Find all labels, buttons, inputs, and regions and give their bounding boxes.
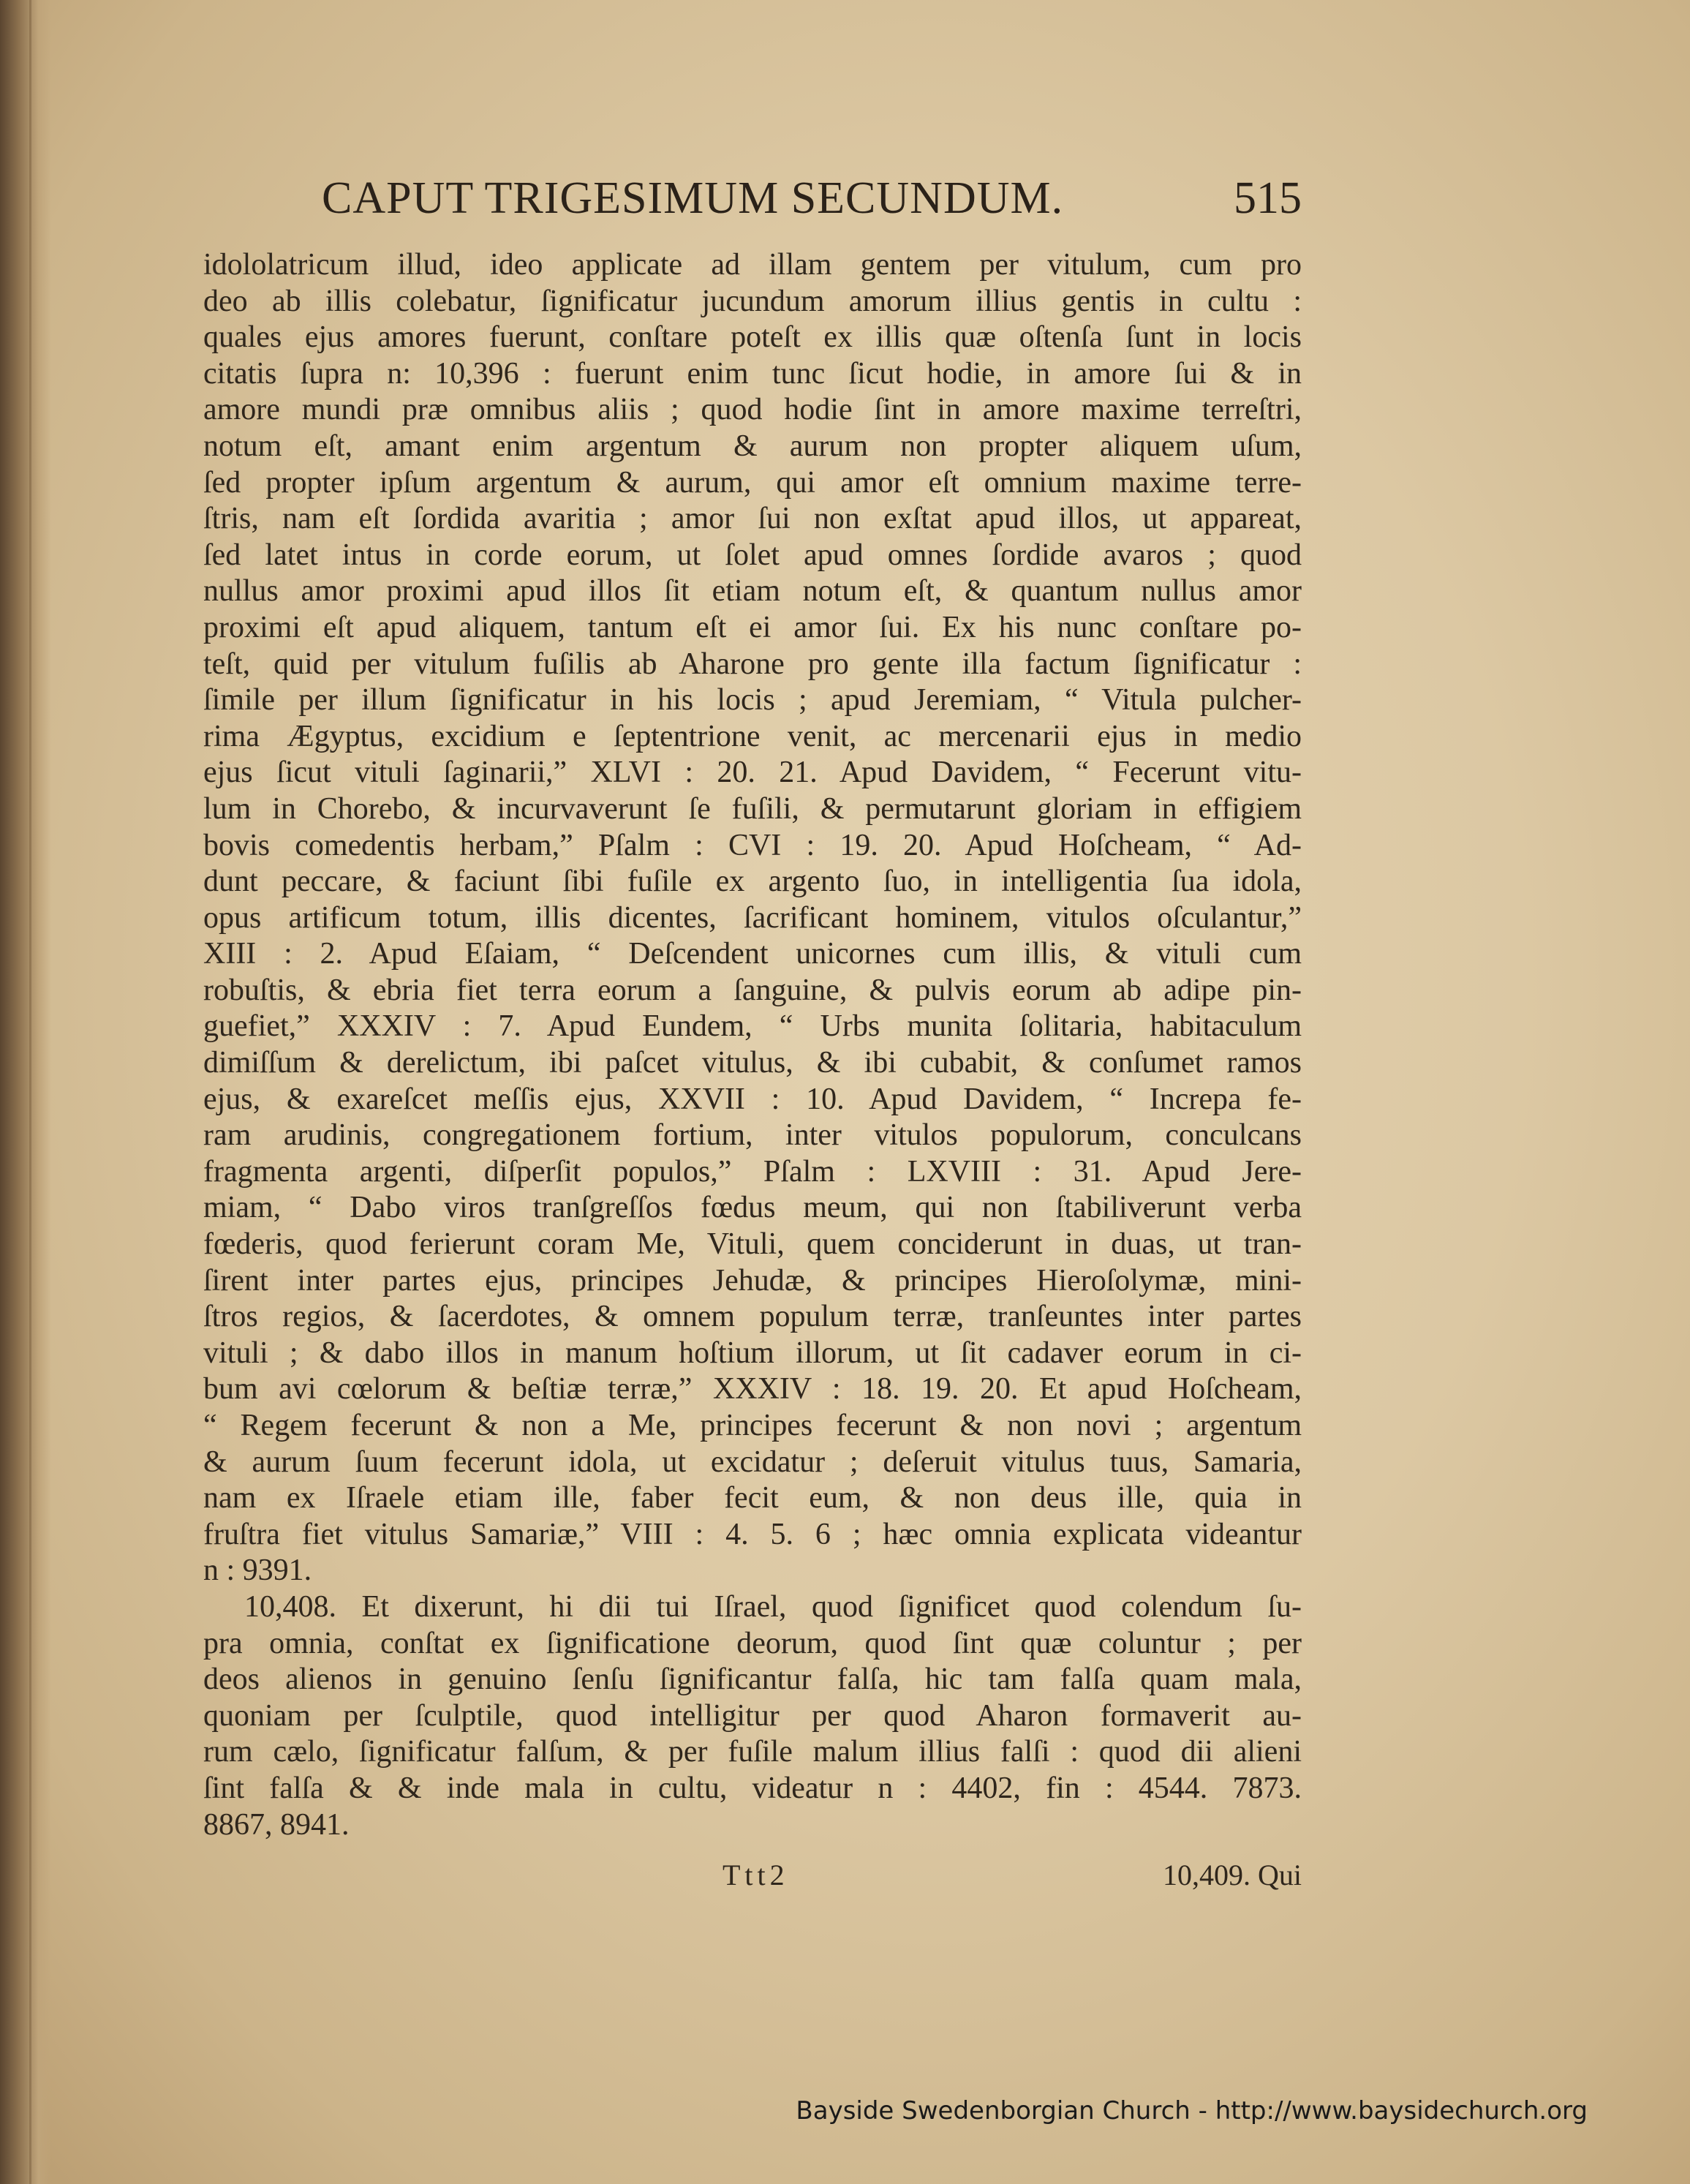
text-line: nam ex Iſraele etiam ille, faber fecit eum, & non deus ille, quia in: [203, 1481, 1302, 1515]
text-line: & aurum ſuum fecerunt idola, ut excidatur ; deſeruit vitulus tuus, Samaria,: [203, 1445, 1302, 1479]
text-line: rum cælo, ſignificatur falſum, & per fuſile malum illius falſi : quod dii alieni: [203, 1735, 1302, 1769]
text-line: teſt, quid per vitulum fuſilis ab Aharone pro gente illa factum ſignificatur :: [203, 647, 1302, 681]
paragraph-1: [203, 247, 1302, 1589]
catchword: 10,409. Qui: [1163, 1859, 1302, 1891]
text-line: fruſtra fiet vitulus Samariæ,” VIII : 4. 5. 6 ; hæc omnia explicata videantur: [203, 1517, 1302, 1551]
text-line: 8867, 8941.: [203, 1807, 350, 1842]
text-line: guefiet,” XXXIV : 7. Apud Eundem, “ Urbs munita ſolitaria, habitaculum: [203, 1009, 1302, 1044]
text-line: robuſtis, & ebria fiet terra eorum a ſanguine, & pulvis eorum ab adipe pin-: [203, 973, 1302, 1007]
text-line: ejus ſicut vituli ſaginarii,” XLVI : 20. 21. Apud Davidem, “ Fecerunt vitu-: [203, 756, 1302, 790]
text-line: ſed propter ipſum argentum & aurum, qui amor eſt omnium maxime terre-: [203, 465, 1302, 500]
text-line: lum in Chorebo, & incurvaverunt ſe fuſili, & permutarunt gloriam in effigiem: [203, 791, 1302, 826]
text-line: deo ab illis colebatur, ſignificatur jucundum amorum illius gentis in cultu :: [203, 284, 1302, 318]
text-line: ſint falſa & & inde mala in cultu, videatur n : 4402, fin : 4544. 7873.: [203, 1771, 1302, 1805]
page-edge: [29, 0, 31, 2184]
text-line: bum avi cœlorum & beſtiæ terræ,” XXXIV : 18. 19. 20. Et apud Hoſcheam,: [203, 1372, 1302, 1407]
text-line: deos alienos in genuino ſenſu ſignificantur falſa, hic tam falſa quam mala,: [203, 1663, 1302, 1697]
text-line: dimiſſum & derelictum, ibi paſcet vitulus, & ibi cubabit, & conſumet ramos: [203, 1046, 1302, 1080]
text-line: nullus amor proximi apud illos ſit etiam notum eſt, & quantum nullus amor: [203, 574, 1302, 609]
text-line: ejus, & exareſcet meſſis ejus, XXVII : 10. Apud Davidem, “ Increpa fe-: [203, 1082, 1302, 1116]
text-line: citatis ſupra n: 10,396 : fuerunt enim tunc ſicut hodie, in amore ſui & in: [203, 356, 1302, 391]
watermark-text: Bayside Swedenborgian Church - http://www.baysidechurch.org: [796, 2096, 1588, 2125]
text-line: amore mundi præ omnibus aliis ; quod hodie ſint in amore maxime terreſtri,: [203, 393, 1302, 427]
text-line: proximi eſt apud aliquem, tantum eſt ei amor ſui. Ex his nunc conſtare po-: [203, 610, 1302, 644]
text-line: 10,408. Et dixerunt, hi dii tui Iſrael, quod ſignificet quod colendum ſu-: [244, 1589, 1302, 1624]
page-footer: [203, 1858, 1302, 1902]
text-line: n : 9391.: [203, 1554, 312, 1588]
text-line: opus artificum totum, illis dicentes, ſacrificant hominem, vitulos oſculantur,”: [203, 900, 1302, 935]
text-line: idololatricum illud, ideo applicate ad illam gentem per vitulum, cum pro: [203, 248, 1302, 282]
text-line: quoniam per ſculptile, quod intelligitur per quod Aharon formaverit au-: [203, 1698, 1302, 1733]
text-line: vituli ; & dabo illos in manum hoſtium illorum, ut ſit cadaver eorum in ci-: [203, 1336, 1302, 1370]
text-line: fœderis, quod ferierunt coram Me, Vituli, quem conciderunt in duas, ut tran-: [203, 1227, 1302, 1262]
body-text: [203, 247, 1302, 1843]
text-line: notum eſt, amant enim argentum & aurum non propter aliquem uſum,: [203, 429, 1302, 463]
text-line: bovis comedentis herbam,” Pſalm : CVI : 19. 20. Apud Hoſcheam, “ Ad-: [203, 828, 1302, 862]
text-line: ſtros regios, & ſacerdotes, & omnem populum terræ, tranſeuntes inter partes: [203, 1300, 1302, 1334]
text-line: quales ejus amores fuerunt, conſtare poteſt ex illis quæ oſtenſa ſunt in locis: [203, 320, 1302, 355]
signature-mark: Ttt2: [723, 1859, 789, 1891]
text-line: dunt peccare, & faciunt ſibi fuſile ex argento ſuo, in intelligentia ſua idola,: [203, 865, 1302, 899]
paragraph-2: [203, 1589, 1302, 1843]
text-line: XIII : 2. Apud Eſaiam, “ Deſcendent unicornes cum illis, & vituli cum: [203, 937, 1302, 971]
running-title: CAPUT TRIGESIMUM SECUNDUM.: [322, 173, 1064, 223]
text-line: “ Regem fecerunt & non a Me, principes fecerunt & non novi ; argentum: [203, 1409, 1302, 1442]
text-line: miam, “ Dabo viros tranſgreſſos fœdus meum, qui non ſtabiliverunt verba: [203, 1191, 1302, 1225]
text-line: ram arudinis, congregationem fortium, inter vitulos populorum, conculcans: [203, 1118, 1302, 1153]
text-line: pra omnia, conſtat ex ſignificatione deorum, quod ſint quæ coluntur ; per: [203, 1626, 1302, 1660]
text-line: rima Ægyptus, excidium e ſeptentrione venit, ac mercenarii ejus in medio: [203, 719, 1302, 753]
text-line: ſed latet intus in corde eorum, ut ſolet apud omnes ſordide avaros ; quod: [203, 538, 1302, 572]
binding-shadow: [0, 0, 51, 2184]
text-line: fragmenta argenti, diſperſit populos,” Pſalm : LXVIII : 31. Apud Jere-: [203, 1154, 1302, 1189]
page-header: [322, 173, 1302, 238]
text-line: ſimile per illum ſignificatur in his locis ; apud Jeremiam, “ Vitula pulcher-: [203, 683, 1302, 718]
text-line: ſirent inter partes ejus, principes Jehudæ, & principes Hieroſolymæ, mini-: [203, 1263, 1302, 1298]
page-number: 515: [1234, 173, 1302, 223]
text-line: ſtris, nam eſt ſordida avaritia ; amor ſui non exſtat apud illos, ut appareat,: [203, 502, 1302, 536]
